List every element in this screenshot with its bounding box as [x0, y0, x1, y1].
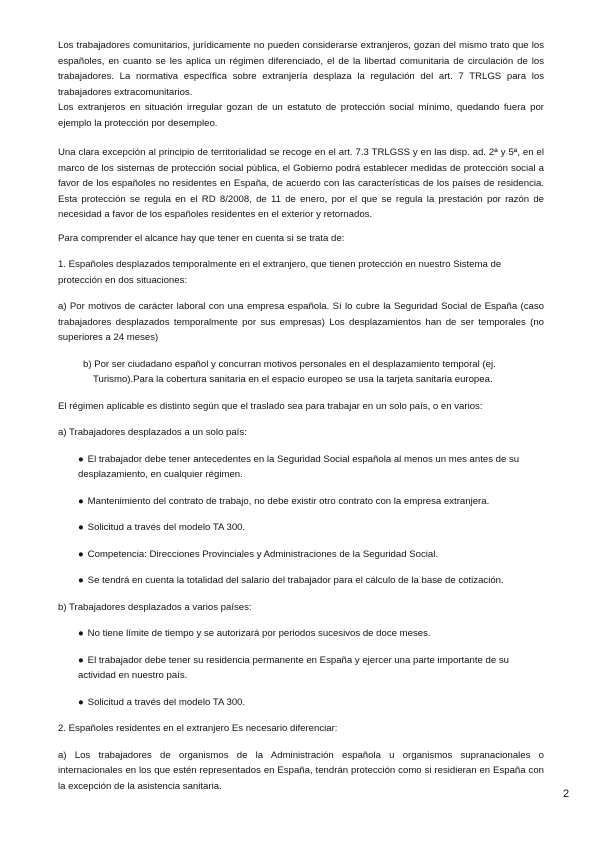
paragraph-section-1: 1. Españoles desplazados temporalmente en el extranjero, que tienen protección en nuestro Sistema de protección en dos situaciones: [58, 259, 502, 286]
bullet-item-multi-1 [58, 626, 544, 642]
bullet-item-single-2 [58, 494, 544, 510]
bullet-item-single-3 [58, 520, 544, 536]
bullet-text: Solicitud a través del modelo TA 300. [87, 522, 246, 533]
bullet-icon: ● [78, 522, 84, 533]
paragraph-item-b-personal [58, 357, 544, 388]
bullet-icon: ● [78, 453, 84, 465]
bullet-text: Mantenimiento del contrato de trabajo, no debe existir otro contrato con la empresa extranjera. [87, 495, 490, 507]
bullet-item-multi-3 [58, 695, 544, 711]
page-number: 2 [563, 788, 570, 800]
bullet-item-single-1 [58, 452, 544, 483]
paragraph-single-country-heading: a) Trabajadores desplazados a un solo país: [58, 427, 247, 438]
bullet-icon: ● [78, 628, 84, 639]
item-b-line-2: Turismo).Para la cobertura sanitaria en el espacio europeo se usa la tarjeta sanitaria europea. [93, 374, 493, 385]
bullet-item-single-4 [58, 547, 544, 563]
bullet-text: Solicitud a través del modelo TA 300. [87, 696, 246, 708]
bullet-text: El trabajador debe tener antecedentes en la Seguridad Social española al menos un mes antes de su desplazamiento, en cualquier régimen. [78, 453, 520, 480]
bullet-icon: ● [78, 654, 84, 666]
bullet-text: No tiene límite de tiempo y se autorizará por periodos sucesivos de doce meses. [87, 628, 431, 639]
bullet-item-multi-2 [58, 653, 544, 684]
paragraph-irregular-foreigners: Los extranjeros en situación irregular gozan de un estatuto de protección social mínimo, quedando fuera por ejemplo la protección por desempleo. [58, 102, 544, 129]
bullet-item-single-5 [58, 573, 544, 589]
paragraph-applicable-regime: El régimen aplicable es distinto según que el traslado sea para trabajar en un solo país, o en varios: [58, 400, 483, 412]
item-b-line-1: b) Por ser ciudadano español y concurran motivos personales en el desplazamiento temporal (ej. [83, 358, 496, 370]
document-body [58, 38, 544, 794]
bullet-text: El trabajador debe tener su residencia permanente en España y ejercer una parte importante de su actividad en nuestro país. [78, 654, 509, 681]
paragraph-multi-country-heading: b) Trabajadores desplazados a varios países: [58, 601, 252, 613]
paragraph-territoriality-exception: Una clara excepción al principio de territorialidad se recoge en el art. 7.3 TRLGSS y en las disp. ad. 2ª y 5ª, en el marco de los sistemas de protección social pública, el Gobierno podrá establecer medidas de protección social a favor de los españoles no residentes en España, de acuerdo con las características de los países de residencia. Esta protección se regula en el RD 8/2008, de 11 de enero, por el que se regula la prestación por razón de necesidad a favor de los españoles residentes en el exterior y retornados. [58, 147, 544, 220]
bullet-icon: ● [78, 575, 84, 586]
paragraph-item-a-labor: a) Por motivos de carácter laboral con una empresa española. Sí lo cubre la Seguridad Social de España (caso trabajadores desplazados temporalmente por sus empresas) Los desplazamientos han de ser temporales (no superiores a 24 meses) [58, 301, 544, 343]
bullet-icon: ● [78, 495, 84, 507]
paragraph-scope-intro: Para comprender el alcance hay que tener en cuenta si se trata de: [58, 232, 345, 244]
bullet-icon: ● [78, 548, 84, 560]
paragraph-section-2: 2. Españoles residentes en el extranjero Es necesario diferenciar: [58, 723, 338, 734]
bullet-icon: ● [78, 696, 84, 708]
bullet-text: Se tendrá en cuenta la totalidad del salario del trabajador para el cálculo de la base de cotización. [87, 575, 504, 586]
paragraph-administration-workers: a) Los trabajadores de organismos de la Administración española u organismos supranacionales o internacionales en los que estén representados en España, tendrán protección como si residieran en España con la excepción de la asistencia sanitaria. [58, 749, 544, 792]
bullet-text: Competencia: Direcciones Provinciales y Administraciones de la Seguridad Social. [87, 548, 439, 560]
paragraph-community-workers: Los trabajadores comunitarios, jurídicamente no pueden considerarse extranjeros, gozan del mismo trato que los españoles, en cuanto se les aplica un régimen diferenciado, el de la libertad comunitaria de circulación de los trabajadores. La normativa específica sobre extranjería desplaza la regulación del art. 7 TRLGS para los trabajadores extracomunitarios. [58, 40, 544, 98]
